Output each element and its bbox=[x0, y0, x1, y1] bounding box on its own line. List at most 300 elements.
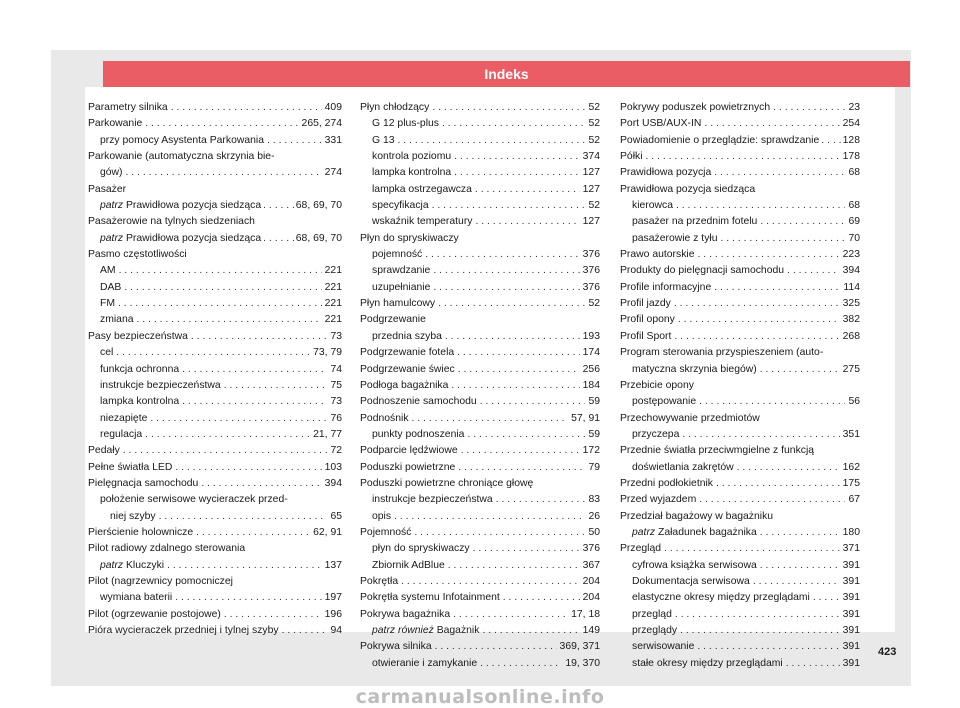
index-term bbox=[620, 296, 671, 312]
index-term-text: Zbiornik AdBlue bbox=[372, 559, 445, 571]
index-term bbox=[620, 165, 711, 181]
index-entry bbox=[360, 623, 600, 639]
page-reference: 52 bbox=[588, 102, 600, 113]
leader-dots bbox=[224, 607, 322, 623]
page-reference: 137 bbox=[324, 559, 342, 571]
index-term-text: zmiana bbox=[100, 314, 134, 326]
leader-dots bbox=[503, 590, 580, 606]
page-reference: 331 bbox=[324, 134, 342, 146]
index-term-text: kierowca bbox=[632, 200, 673, 212]
leader-dots bbox=[150, 411, 327, 427]
index-entry bbox=[88, 525, 342, 541]
index-term-text: G 12 plus-plus bbox=[372, 118, 439, 130]
index-term bbox=[620, 149, 643, 165]
index-entry bbox=[360, 198, 600, 214]
index-term bbox=[620, 378, 694, 394]
see-reference: patrz bbox=[632, 526, 656, 538]
leader-dots bbox=[126, 165, 322, 181]
index-term-text: serwisowanie bbox=[632, 641, 695, 653]
page-reference: 52 bbox=[588, 298, 600, 310]
leader-dots bbox=[263, 198, 294, 214]
index-entry bbox=[620, 607, 860, 623]
index-entry bbox=[620, 574, 860, 590]
index-entry bbox=[88, 116, 342, 132]
index-entry bbox=[620, 100, 860, 116]
leader-dots bbox=[821, 133, 840, 149]
leader-dots bbox=[473, 541, 580, 557]
page-reference: 50 bbox=[588, 526, 600, 538]
index-entry bbox=[88, 345, 342, 361]
see-reference: patrz bbox=[100, 200, 124, 212]
index-entry bbox=[360, 411, 600, 427]
index-term bbox=[632, 590, 810, 606]
index-term-text: Pilot (nagrzewnicy pomocniczej bbox=[88, 575, 233, 587]
index-term-text: Pokrywa bagażnika bbox=[360, 608, 451, 620]
index-entry bbox=[620, 623, 860, 639]
index-entry bbox=[620, 639, 860, 655]
page-reference: 367 bbox=[582, 559, 600, 571]
index-term bbox=[100, 378, 221, 394]
leader-dots bbox=[475, 214, 579, 230]
index-term bbox=[100, 590, 172, 606]
index-entry bbox=[88, 312, 342, 328]
index-term bbox=[100, 558, 164, 574]
index-term-text: Podłoga bagażnika bbox=[360, 379, 449, 391]
index-entry bbox=[88, 149, 342, 165]
index-term bbox=[88, 116, 142, 132]
leader-dots bbox=[457, 345, 580, 361]
index-term-text: Podgrzewanie bbox=[360, 314, 426, 326]
leader-dots bbox=[674, 329, 839, 345]
index-term-text: Pojemność bbox=[360, 526, 412, 538]
index-entry bbox=[88, 394, 342, 410]
index-term bbox=[88, 329, 188, 345]
page-reference: 17, 18 bbox=[571, 608, 600, 620]
index-term-text: Pilot (ogrzewanie postojowe) bbox=[88, 608, 221, 620]
index-term bbox=[100, 411, 147, 427]
index-term bbox=[620, 443, 814, 459]
page-reference: 62, 91 bbox=[313, 526, 342, 538]
index-entry bbox=[88, 607, 342, 623]
index-entry bbox=[360, 165, 600, 181]
index-term-text: sprawdzanie bbox=[372, 265, 431, 277]
page-reference: 59 bbox=[588, 428, 600, 440]
leader-dots bbox=[704, 116, 839, 132]
page-reference: 76 bbox=[330, 412, 342, 424]
page-reference: 114 bbox=[843, 281, 860, 293]
index-term bbox=[88, 525, 193, 541]
index-term bbox=[88, 149, 275, 165]
index-entry bbox=[360, 133, 600, 149]
index-term bbox=[620, 541, 661, 557]
page-reference: 57, 91 bbox=[571, 412, 600, 424]
index-entry bbox=[620, 198, 860, 214]
index-term-text: Profile informacyjne bbox=[620, 281, 712, 293]
leader-dots bbox=[432, 198, 586, 214]
index-entry bbox=[88, 231, 342, 247]
page-reference: 221 bbox=[324, 265, 342, 277]
index-term-text: Prawo autorskie bbox=[620, 249, 695, 261]
page-reference: 67 bbox=[848, 494, 860, 506]
index-entry bbox=[620, 656, 860, 672]
index-term bbox=[110, 509, 156, 525]
index-term-text: Program sterowania przyspieszeniem (auto- bbox=[620, 347, 824, 359]
index-term bbox=[100, 312, 134, 328]
index-term-text: Przegląd bbox=[620, 543, 662, 555]
leader-dots bbox=[412, 411, 569, 427]
page-reference: 184 bbox=[582, 379, 600, 391]
index-entry bbox=[620, 214, 860, 230]
page-reference: 376 bbox=[582, 265, 600, 277]
index-entry bbox=[360, 296, 600, 312]
page-reference: 174 bbox=[582, 347, 600, 359]
page-reference: 19, 370 bbox=[565, 657, 600, 669]
index-term bbox=[372, 656, 477, 672]
index-term bbox=[100, 263, 116, 279]
index-entry bbox=[88, 623, 342, 639]
page-reference: 382 bbox=[842, 314, 860, 326]
index-entry bbox=[360, 312, 600, 328]
index-term-text: FM bbox=[100, 298, 116, 310]
page-reference: 180 bbox=[842, 526, 860, 538]
index-term-text: Poduszki powietrzne chroniące głowę bbox=[360, 477, 534, 489]
page-reference: 268 bbox=[842, 330, 860, 342]
index-term-text: Podnośnik bbox=[360, 412, 409, 424]
leader-dots bbox=[171, 100, 322, 116]
page-reference: 74 bbox=[330, 363, 342, 375]
index-term-text: Przebicie opony bbox=[620, 379, 694, 391]
leader-dots bbox=[646, 149, 840, 165]
index-entry bbox=[360, 525, 600, 541]
index-term-text: Poduszki powietrzne bbox=[360, 461, 456, 473]
page-reference: 221 bbox=[324, 281, 342, 293]
index-entry bbox=[620, 509, 860, 525]
index-term-text: Przechowywanie przedmiotów bbox=[620, 412, 760, 424]
watermark: carmanualsonline.info bbox=[355, 686, 605, 708]
index-entry bbox=[620, 558, 860, 574]
index-term bbox=[632, 574, 750, 590]
index-term bbox=[360, 394, 477, 410]
page-reference: 103 bbox=[324, 461, 342, 473]
index-term bbox=[100, 165, 123, 181]
index-entry bbox=[88, 541, 342, 557]
index-term-text: Prawidłowa pozycja siedząca bbox=[126, 200, 262, 212]
leader-dots bbox=[442, 116, 585, 132]
index-entry bbox=[88, 247, 342, 263]
page-reference: 369, 371 bbox=[559, 641, 600, 653]
leader-dots bbox=[438, 296, 585, 312]
page-reference: 56 bbox=[848, 396, 860, 408]
index-term-text: Pióra wycieraczek przedniej i tylnej szyby bbox=[88, 625, 279, 636]
index-entry bbox=[360, 607, 600, 623]
leader-dots bbox=[664, 541, 840, 557]
page-reference: 127 bbox=[582, 167, 600, 179]
index-term-text: Załadunek bagażnika bbox=[658, 526, 757, 538]
index-entry bbox=[88, 427, 342, 443]
index-term bbox=[88, 574, 233, 590]
index-entry bbox=[620, 231, 860, 247]
leader-dots bbox=[480, 394, 586, 410]
index-term-text: cel bbox=[100, 347, 114, 359]
index-term-text: Pasy bezpieczeństwa bbox=[88, 330, 188, 342]
index-entry bbox=[360, 427, 600, 443]
index-term-text: instrukcje bezpieczeństwa bbox=[100, 379, 221, 391]
leader-dots bbox=[714, 280, 840, 296]
leader-dots bbox=[458, 460, 585, 476]
see-reference: patrz bbox=[100, 232, 124, 244]
index-term bbox=[632, 607, 672, 623]
index-term bbox=[100, 280, 121, 296]
index-term bbox=[372, 116, 439, 132]
index-column-3 bbox=[620, 100, 860, 672]
leader-dots bbox=[224, 378, 328, 394]
index-entry bbox=[620, 312, 860, 328]
page-reference: 23 bbox=[848, 102, 860, 113]
leader-dots bbox=[182, 394, 327, 410]
index-term-text: Pokrywy poduszek powietrznych bbox=[620, 102, 771, 113]
index-term bbox=[88, 247, 187, 263]
page-reference: 325 bbox=[842, 298, 860, 310]
page-reference: 94 bbox=[330, 625, 342, 636]
index-term bbox=[620, 329, 671, 345]
index-term-text: specyfikacja bbox=[372, 200, 429, 212]
index-term bbox=[620, 492, 696, 508]
page-reference: 68, 69, 70 bbox=[295, 200, 342, 212]
leader-dots bbox=[760, 214, 845, 230]
page-reference: 52 bbox=[588, 134, 600, 146]
index-entry bbox=[360, 116, 600, 132]
index-entry bbox=[360, 492, 600, 508]
index-term-text: Profil Sport bbox=[620, 330, 672, 342]
leader-dots bbox=[145, 116, 298, 132]
index-entry bbox=[360, 345, 600, 361]
page-reference: 52 bbox=[588, 118, 600, 130]
leader-dots bbox=[119, 263, 322, 279]
index-entry bbox=[88, 558, 342, 574]
index-term bbox=[632, 198, 673, 214]
index-term bbox=[360, 525, 411, 541]
index-term-text: gów) bbox=[100, 167, 123, 179]
index-term bbox=[372, 492, 493, 508]
index-term-text: kontrola poziomu bbox=[372, 151, 452, 163]
index-term bbox=[360, 590, 500, 606]
index-term-text: przednia szyba bbox=[372, 330, 442, 342]
leader-dots bbox=[425, 247, 579, 263]
index-entry bbox=[360, 558, 600, 574]
index-entry bbox=[620, 263, 860, 279]
page-reference: 256 bbox=[582, 363, 600, 375]
index-term bbox=[620, 476, 713, 492]
index-term-text: elastyczne okresy między przeglądami bbox=[632, 592, 810, 604]
index-entry bbox=[620, 378, 860, 394]
index-term-text: Dokumentacja serwisowa bbox=[632, 575, 750, 587]
index-term-text: Powiadomienie o przeglądzie: sprawdzanie bbox=[620, 134, 820, 146]
index-term bbox=[88, 100, 168, 116]
index-term-text: Profil jazdy bbox=[620, 298, 671, 310]
page-reference: 21, 77 bbox=[313, 428, 342, 440]
index-term-text: stałe okresy między przeglądami bbox=[632, 657, 783, 669]
index-term-text: wymiana baterii bbox=[100, 592, 173, 604]
index-term bbox=[88, 214, 255, 230]
leader-dots bbox=[453, 607, 568, 623]
index-term bbox=[100, 362, 179, 378]
leader-dots bbox=[458, 362, 580, 378]
see-reference: patrz bbox=[100, 559, 124, 571]
page-reference: 26 bbox=[588, 510, 600, 522]
index-term bbox=[620, 345, 823, 361]
index-term-text: Pokrętła bbox=[360, 575, 399, 587]
leader-dots bbox=[267, 133, 322, 149]
index-entry bbox=[88, 263, 342, 279]
index-term bbox=[372, 427, 464, 443]
index-term-text: G 13 bbox=[372, 134, 395, 146]
page-reference: 59 bbox=[588, 396, 600, 408]
index-term bbox=[360, 443, 458, 459]
leader-dots bbox=[675, 607, 840, 623]
index-term bbox=[100, 231, 261, 247]
index-entry bbox=[360, 476, 600, 492]
index-term bbox=[100, 492, 288, 508]
index-term-text: Prawidłowa pozycja siedząca bbox=[620, 183, 756, 195]
index-term-text: Profil opony bbox=[620, 314, 675, 326]
index-term bbox=[632, 460, 734, 476]
page-reference: 221 bbox=[324, 314, 342, 326]
index-term bbox=[632, 656, 783, 672]
page-reference: 394 bbox=[324, 477, 342, 489]
index-term-text: matyczna skrzynia biegów) bbox=[632, 363, 757, 375]
leader-dots bbox=[482, 623, 579, 639]
leader-dots bbox=[167, 558, 322, 574]
leader-dots bbox=[461, 443, 580, 459]
index-entry bbox=[88, 574, 342, 590]
index-term-text: uzupełnianie bbox=[372, 281, 431, 293]
index-term-text: cyfrowa książka serwisowa bbox=[632, 559, 757, 571]
index-term-text: przyczepa bbox=[632, 428, 680, 440]
page-number: 423 bbox=[878, 646, 897, 658]
index-term bbox=[88, 443, 120, 459]
leader-dots bbox=[467, 427, 585, 443]
index-entry bbox=[88, 378, 342, 394]
leader-dots bbox=[401, 574, 580, 590]
leader-dots bbox=[175, 460, 321, 476]
index-term bbox=[360, 362, 455, 378]
index-term bbox=[100, 133, 264, 149]
index-term-text: Pilot radiowy zdalnego sterowania bbox=[88, 543, 246, 555]
index-term-text: instrukcje bezpieczeństwa bbox=[372, 494, 493, 506]
index-term-text: Parkowanie bbox=[88, 118, 143, 130]
leader-dots bbox=[282, 623, 328, 639]
leader-dots bbox=[676, 198, 845, 214]
index-entry bbox=[620, 541, 860, 557]
index-entry bbox=[88, 476, 342, 492]
leader-dots bbox=[433, 280, 579, 296]
index-term-text: pasażer na przednim fotelu bbox=[632, 216, 758, 228]
index-term bbox=[372, 329, 442, 345]
page-reference: 391 bbox=[842, 592, 860, 604]
page-reference: 127 bbox=[582, 216, 600, 228]
leader-dots bbox=[414, 525, 585, 541]
index-term bbox=[360, 411, 409, 427]
index-entry bbox=[360, 100, 600, 116]
index-entry bbox=[360, 149, 600, 165]
index-term bbox=[372, 263, 430, 279]
page-reference: 175 bbox=[842, 477, 860, 489]
index-term-text: przeglądy bbox=[632, 625, 678, 636]
index-term bbox=[88, 607, 221, 623]
index-entry bbox=[88, 460, 342, 476]
index-term bbox=[360, 607, 450, 623]
leader-dots bbox=[480, 656, 562, 672]
index-entry bbox=[360, 182, 600, 198]
index-entry bbox=[88, 280, 342, 296]
index-entry bbox=[360, 509, 600, 525]
leader-dots bbox=[191, 329, 328, 345]
index-term-text: Pokrętła systemu Infotainment bbox=[360, 592, 500, 604]
index-entry bbox=[88, 492, 342, 508]
index-term-text: Pełne światła LED bbox=[88, 461, 173, 473]
index-entry bbox=[360, 656, 600, 672]
index-term bbox=[632, 525, 757, 541]
index-entry bbox=[88, 590, 342, 606]
leader-dots bbox=[398, 133, 586, 149]
index-term-text: Pedały bbox=[88, 445, 120, 457]
leader-dots bbox=[786, 656, 840, 672]
index-term bbox=[620, 509, 773, 525]
index-term bbox=[360, 345, 454, 361]
leader-dots bbox=[737, 460, 840, 476]
leader-dots bbox=[753, 574, 840, 590]
page-reference: 73 bbox=[330, 396, 342, 408]
index-term-text: otwieranie i zamykanie bbox=[372, 657, 478, 669]
index-entry bbox=[360, 362, 600, 378]
index-term bbox=[372, 247, 422, 263]
index-term-text: Kluczyki bbox=[126, 559, 165, 571]
index-term bbox=[100, 198, 261, 214]
index-entry bbox=[88, 411, 342, 427]
page-reference: 391 bbox=[842, 641, 860, 653]
index-term-text: wskaźnik temperatury bbox=[372, 216, 473, 228]
index-term-text: Przedni podłokietnik bbox=[620, 477, 713, 489]
index-entry bbox=[360, 590, 600, 606]
page-reference: 196 bbox=[324, 608, 342, 620]
index-term bbox=[100, 296, 115, 312]
leader-dots bbox=[263, 231, 294, 247]
index-entry bbox=[88, 296, 342, 312]
leader-dots bbox=[137, 312, 322, 328]
index-term bbox=[360, 296, 435, 312]
index-term-text: Produkty do pielęgnacji samochodu bbox=[620, 265, 785, 277]
index-entry bbox=[360, 214, 600, 230]
page-reference: 265, 274 bbox=[301, 118, 342, 130]
page-reference: 52 bbox=[588, 200, 600, 212]
page-reference: 69 bbox=[848, 216, 860, 228]
index-term-text: Pasażer bbox=[88, 183, 127, 195]
page-reference: 371 bbox=[842, 543, 860, 555]
page-reference: 376 bbox=[582, 543, 600, 555]
index-term bbox=[372, 214, 472, 230]
index-term-text: Podnoszenie samochodu bbox=[360, 396, 477, 408]
index-term bbox=[360, 378, 448, 394]
index-term bbox=[372, 623, 479, 639]
leader-dots bbox=[678, 312, 840, 328]
index-term-text: Podparcie lędźwiowe bbox=[360, 445, 458, 457]
leader-dots bbox=[699, 492, 845, 508]
leader-dots bbox=[432, 100, 585, 116]
index-entry bbox=[620, 525, 860, 541]
index-entry bbox=[620, 362, 860, 378]
leader-dots bbox=[145, 427, 310, 443]
page-reference: 128 bbox=[842, 134, 860, 146]
